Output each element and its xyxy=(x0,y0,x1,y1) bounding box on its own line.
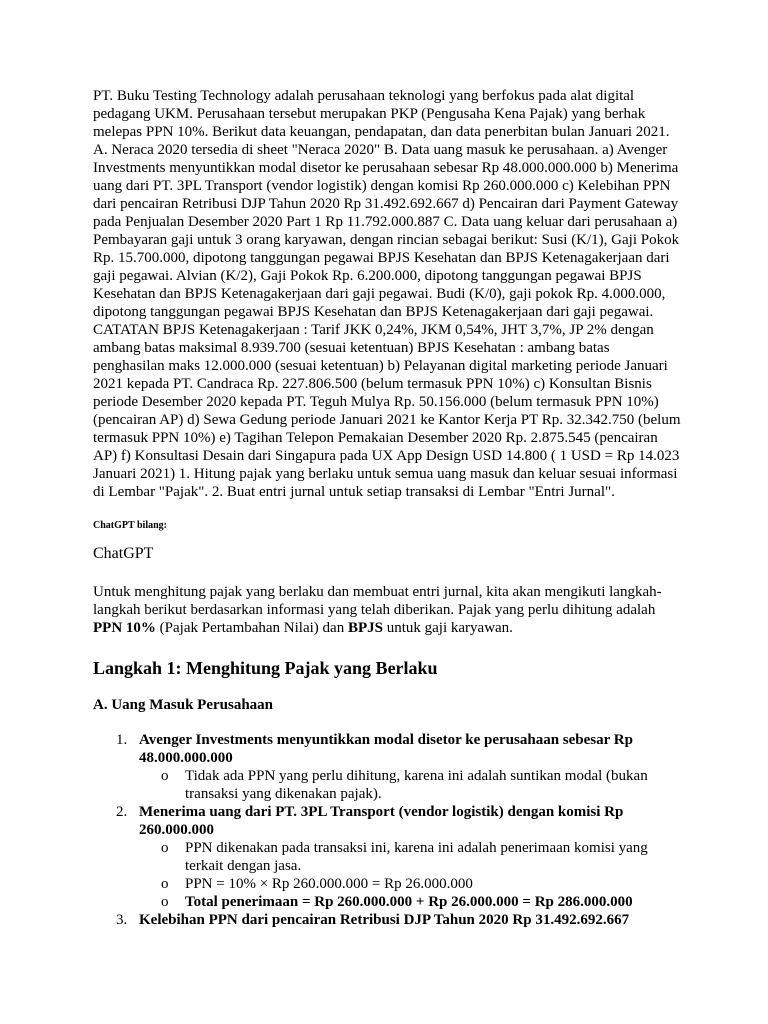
list-item-title: Kelebihan PPN dari pencairan Retribusi DJP Tahun 2020 Rp 31.492.692.667 xyxy=(139,912,630,928)
answer-intro-text-2: (Pajak Pertambahan Nilai) dan xyxy=(155,620,348,636)
sub-list-item-text: PPN dikenakan pada transaksi ini, karena ini adalah penerimaan komisi yang terkait dengan jasa. xyxy=(185,840,648,874)
step-1-heading: Langkah 1: Menghitung Pajak yang Berlaku xyxy=(93,658,438,678)
bullet-icon: o xyxy=(161,768,169,784)
incoming-money-list xyxy=(93,731,683,929)
answer-intro-text-1: Untuk menghitung pajak yang berlaku dan membuat entri jurnal, kita akan mengikuti langkah-langkah berikut berdasarkan informasi yang telah diberikan. Pajak yang perlu dihitung adalah xyxy=(93,584,662,618)
sub-list-item xyxy=(139,893,683,911)
list-item xyxy=(93,803,683,911)
list-item xyxy=(93,731,683,803)
list-item-number: 1. xyxy=(116,732,128,748)
sub-list-item xyxy=(139,875,683,893)
list-item-number: 3. xyxy=(116,912,128,928)
list-item xyxy=(93,911,683,929)
answer-intro-text-3: untuk gaji karyawan. xyxy=(382,620,513,636)
question-paragraph: PT. Buku Testing Technology adalah perusahaan teknologi yang berfokus pada alat digital pedagang UKM. Perusahaan tersebut merupakan PKP (Pengusaha Kena Pajak) yang berhak melepas PPN 10%. Berikut data keuangan, pendapatan, dan data penerbitan bulan Januari 2021. A. Neraca 2020 tersedia di sheet "Neraca 2020" B. Data uang masuk ke perusahaan. a) Avenger Investments menyuntikkan modal disetor ke perusahaan sebesar Rp 48.000.000.000 b) Menerima uang dari PT. 3PL Transport (vendor logistik) dengan komisi Rp 260.000.000 c) Kelebihan PPN dari pencairan Retribusi DJP Tahun 2020 Rp 31.492.692.667 d) Pencairan dari Payment Gateway pada Penjualan Desember 2020 Part 1 Rp 11.792.000.887 C. Data uang keluar dari perusahaan a) Pembayaran gaji untuk 3 orang karyawan, dengan rincian sebagai berikut: Susi (K/1), Gaji Pokok Rp. 15.700.000, dipotong tanggungan pegawai BPJS Kesehatan dan BPJS Ketenagakerjaan dari gaji pegawai. Alvian (K/2), Gaji Pokok Rp. 6.200.000, dipotong tanggungan pegawai BPJS Kesehatan dan BPJS Ketenagakerjaan dari gaji pegawai. Budi (K/0), gaji pokok Rp. 4.000.000, dipotong tanggungan pegawai BPJS Kesehatan dan BPJS Ketenagakerjaan dari gaji pegawai. CATATAN BPJS Ketenagakerjaan : Tarif JKK 0,24%, JKM 0,54%, JHT 3,7%, JP 2% dengan ambang batas maksimal 8.939.700 (sesuai ketentuan) BPJS Kesehatan : ambang batas penghasilan maks 12.000.000 (sesuai ketentuan) b) Pelayanan digital marketing periode Januari 2021 kepada PT. Candraca Rp. 227.806.500 (belum termasuk PPN 10%) c) Konsultan Bisnis periode Desember 2020 kepada PT. Teguh Mulya Rp. 50.156.000 (belum termasuk PPN 10%) (pencairan AP) d) Sewa Gedung periode Januari 2021 ke Kantor Kerja PT Rp. 32.342.750 (belum termasuk PPN 10%) e) Tagihan Telepon Pemakaian Desember 2020 Rp. 2.875.545 (pencairan AP) f) Konsultasi Desain dari Singapura pada UX App Design USD 14.800 ( 1 USD = Rp 14.023 Januari 2021) 1. Hitung pajak yang berlaku untuk semua uang masuk dan keluar sesuai informasi di Lembar "Pajak". 2. Buat entri jurnal untuk setiap transaksi di Lembar "Entri Jurnal". xyxy=(93,88,681,500)
sub-list xyxy=(139,839,683,911)
sub-list xyxy=(139,767,683,803)
bullet-icon: o xyxy=(161,876,169,892)
total-receipt-text: Total penerimaan = Rp 260.000.000 + Rp 26.000.000 = Rp 286.000.000 xyxy=(185,894,633,910)
ppn-emphasis: PPN 10% xyxy=(93,620,156,636)
answer-intro-paragraph xyxy=(93,583,683,637)
bpjs-emphasis: BPJS xyxy=(347,620,383,636)
bullet-icon: o xyxy=(161,894,169,910)
section-a-heading: A. Uang Masuk Perusahaan xyxy=(93,697,274,713)
document-page xyxy=(93,87,683,929)
list-item-title: Menerima uang dari PT. 3PL Transport (vendor logistik) dengan komisi Rp 260.000.000 xyxy=(139,804,624,838)
chatgpt-attribution: ChatGPT bilang: xyxy=(93,520,167,531)
sub-list-item xyxy=(139,839,683,875)
bullet-icon: o xyxy=(161,840,169,856)
list-item-title: Avenger Investments menyuntikkan modal disetor ke perusahaan sebesar Rp 48.000.000.000 xyxy=(139,732,633,766)
speaker-label: ChatGPT xyxy=(93,545,154,562)
list-item-number: 2. xyxy=(116,804,128,820)
sub-list-item xyxy=(139,767,683,803)
sub-list-item-text: PPN = 10% × Rp 260.000.000 = Rp 26.000.000 xyxy=(185,876,473,892)
sub-list-item-text: Tidak ada PPN yang perlu dihitung, karena ini adalah suntikan modal (bukan transaksi yang dikenakan pajak). xyxy=(185,768,648,802)
